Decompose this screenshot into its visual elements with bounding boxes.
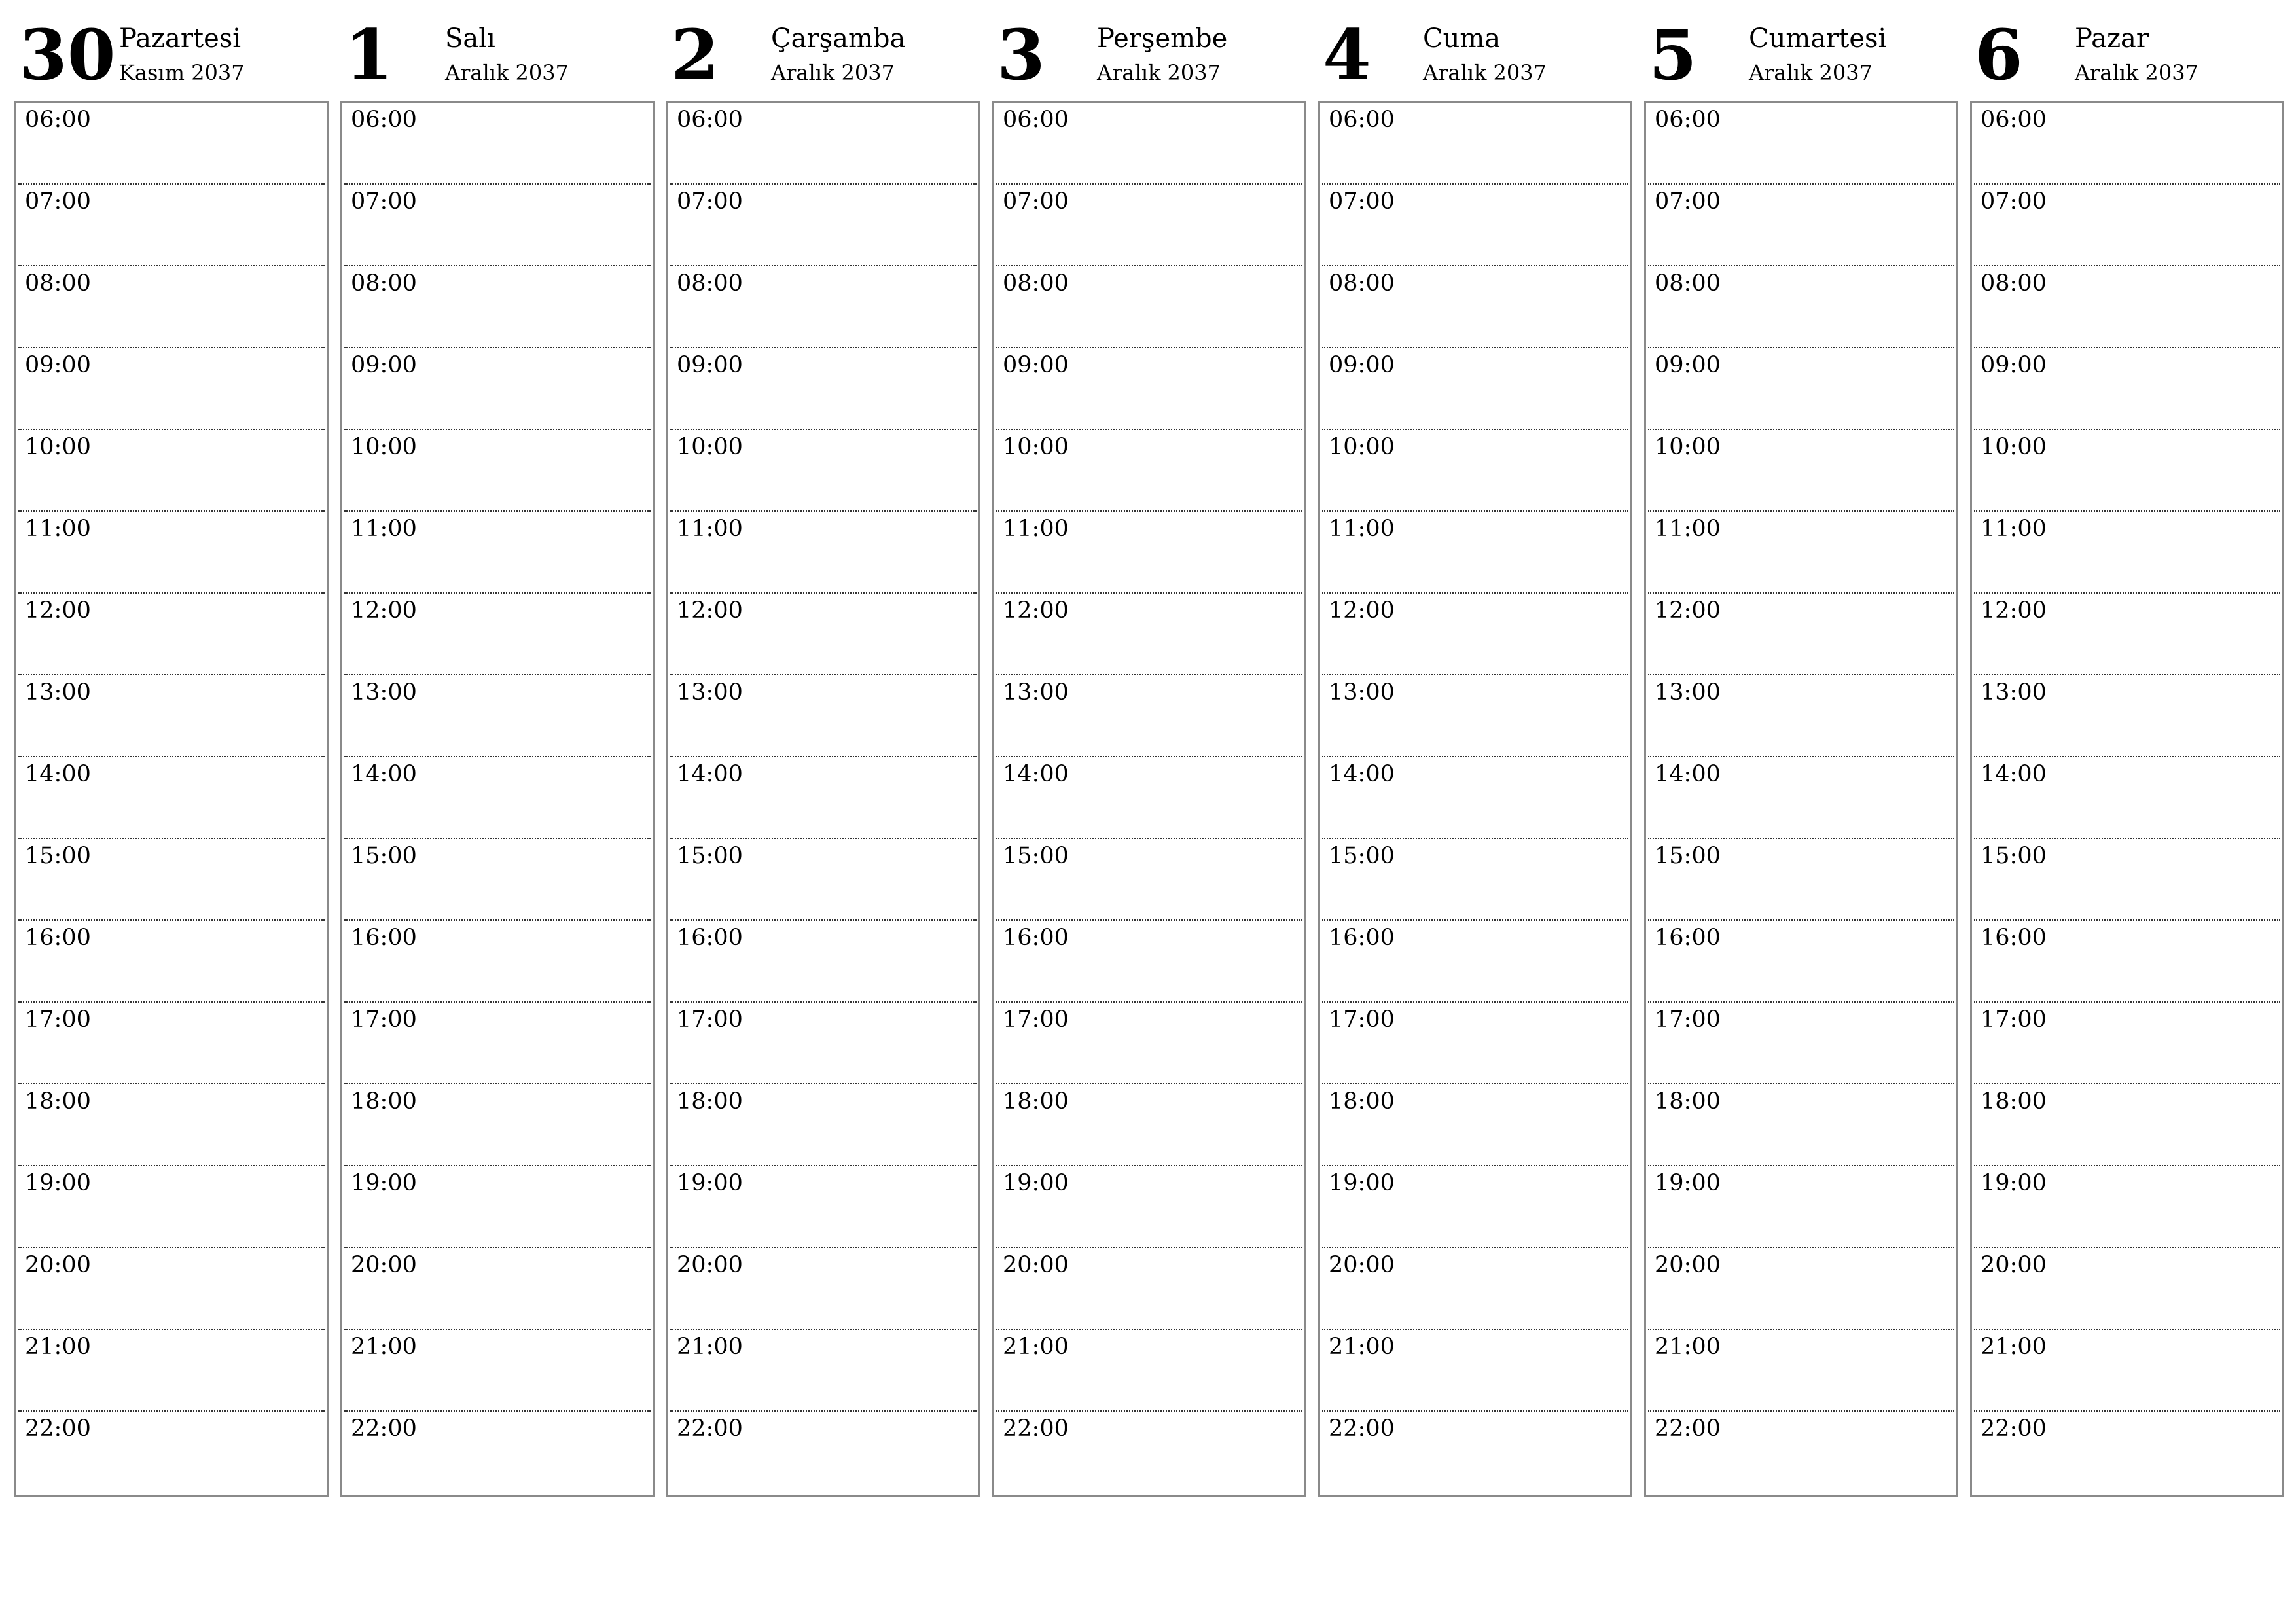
hour-label: 21:00 [25,1334,91,1360]
hour-slot[interactable] [344,1003,651,1084]
hour-slot[interactable] [996,185,1302,266]
hour-label: 18:00 [25,1088,91,1115]
hour-slot[interactable] [1322,430,1628,512]
hour-label: 13:00 [1003,679,1069,705]
hour-label: 09:00 [1655,352,1721,378]
hour-label: 10:00 [25,434,91,460]
hour-label: 22:00 [25,1416,91,1442]
hour-label: 10:00 [1981,434,2047,460]
day-schedule-box [1970,101,2284,1497]
hour-label: 12:00 [351,597,417,624]
hour-slot[interactable] [996,757,1302,839]
hour-label: 13:00 [25,679,91,705]
hour-label: 16:00 [25,925,91,951]
hour-slot[interactable] [996,1330,1302,1412]
hour-slot[interactable] [996,430,1302,512]
hour-slot[interactable] [18,266,325,348]
hour-label: 08:00 [1655,270,1721,296]
hour-slot[interactable] [670,1084,977,1166]
day-header [1318,0,1631,98]
hour-slot[interactable] [996,675,1302,757]
hour-slot[interactable] [996,1412,1302,1493]
month-year: Kasım 2037 [119,60,245,85]
hour-slot[interactable] [1648,1003,1954,1084]
month-year: Aralık 2037 [1423,60,1547,85]
hour-label: 21:00 [351,1334,417,1360]
hour-label: 13:00 [351,679,417,705]
hour-slot[interactable] [1322,348,1628,430]
hour-label: 15:00 [677,843,743,869]
hour-label: 06:00 [677,107,743,133]
hour-slot[interactable] [18,185,325,266]
hour-label: 10:00 [1003,434,1069,460]
hour-slot[interactable] [1648,594,1954,675]
day-number: 5 [1649,14,1697,96]
hour-label: 06:00 [25,107,91,133]
hour-label: 15:00 [25,843,91,869]
hour-slot[interactable] [1974,512,2280,594]
hour-slot[interactable] [344,1248,651,1330]
hour-slot[interactable] [1648,675,1954,757]
hour-label: 17:00 [677,1007,743,1033]
hour-label: 22:00 [351,1416,417,1442]
hour-slot[interactable] [670,1412,977,1493]
hour-label: 17:00 [351,1007,417,1033]
hour-slot[interactable] [670,185,977,266]
hour-label: 08:00 [351,270,417,296]
hour-slot[interactable] [1322,594,1628,675]
hour-label: 17:00 [1003,1007,1069,1033]
hour-slot[interactable] [344,757,651,839]
hour-slot[interactable] [18,1003,325,1084]
hour-slot[interactable] [1974,103,2280,185]
hour-label: 18:00 [1981,1088,2047,1115]
hour-label: 13:00 [1329,679,1395,705]
hour-label: 16:00 [1655,925,1721,951]
hour-label: 09:00 [677,352,743,378]
day-header [666,0,979,98]
hour-label: 12:00 [1655,597,1721,624]
hour-slot[interactable] [344,348,651,430]
hour-slot[interactable] [1974,1248,2280,1330]
hour-label: 19:00 [1329,1170,1395,1196]
hour-label: 21:00 [1981,1334,2047,1360]
hour-slot[interactable] [344,103,651,185]
hour-slot[interactable] [1648,1412,1954,1493]
hour-label: 11:00 [1655,516,1721,542]
hour-label: 06:00 [1655,107,1721,133]
hour-slot[interactable] [1974,594,2280,675]
hour-label: 19:00 [1655,1170,1721,1196]
hour-label: 06:00 [351,107,417,133]
hour-slot[interactable] [344,1330,651,1412]
hour-slot[interactable] [996,1003,1302,1084]
hour-slot[interactable] [1974,839,2280,921]
day-schedule-box [14,101,329,1497]
hour-label: 16:00 [351,925,417,951]
hour-label: 14:00 [1981,761,2047,787]
hour-slot[interactable] [996,348,1302,430]
hour-slot[interactable] [670,512,977,594]
hour-label: 16:00 [677,925,743,951]
hour-slot[interactable] [1974,757,2280,839]
month-year: Aralık 2037 [1097,60,1221,85]
hour-slot[interactable] [344,675,651,757]
hour-label: 06:00 [1981,107,2047,133]
month-year: Aralık 2037 [1749,60,1873,85]
day-name: Çarşamba [771,24,906,54]
hour-slot[interactable] [1974,1003,2280,1084]
hour-slot[interactable] [1974,675,2280,757]
hour-slot[interactable] [1648,1248,1954,1330]
day-number: 1 [345,14,393,96]
hour-slot[interactable] [996,594,1302,675]
hour-slot[interactable] [670,757,977,839]
hour-label: 06:00 [1003,107,1069,133]
hour-slot[interactable] [1322,1003,1628,1084]
hour-label: 22:00 [1655,1416,1721,1442]
hour-slot[interactable] [1648,1330,1954,1412]
hour-label: 11:00 [1981,516,2047,542]
hour-label: 17:00 [1329,1007,1395,1033]
hour-slot[interactable] [996,839,1302,921]
hour-label: 14:00 [677,761,743,787]
hour-slot[interactable] [18,1248,325,1330]
hour-label: 09:00 [1981,352,2047,378]
day-header [1970,0,2283,98]
hour-label: 11:00 [1329,516,1395,542]
hour-label: 11:00 [677,516,743,542]
hour-label: 07:00 [351,188,417,215]
hour-label: 07:00 [677,188,743,215]
hour-label: 09:00 [25,352,91,378]
hour-label: 06:00 [1329,107,1395,133]
hour-label: 19:00 [1981,1170,2047,1196]
hour-label: 10:00 [1655,434,1721,460]
hour-label: 09:00 [1003,352,1069,378]
hour-label: 07:00 [25,188,91,215]
hour-label: 14:00 [1003,761,1069,787]
hour-label: 21:00 [677,1334,743,1360]
hour-label: 14:00 [1329,761,1395,787]
day-schedule-box [1644,101,1958,1497]
hour-slot[interactable] [1648,430,1954,512]
hour-slot[interactable] [1322,675,1628,757]
day-schedule-box [1318,101,1632,1497]
day-column [1644,0,1957,1499]
day-name: Pazar [2075,24,2149,54]
hour-slot[interactable] [1648,757,1954,839]
hour-slot[interactable] [1322,921,1628,1003]
hour-label: 08:00 [1003,270,1069,296]
hour-slot[interactable] [1322,1084,1628,1166]
hour-label: 17:00 [1655,1007,1721,1033]
hour-slot[interactable] [1974,348,2280,430]
hour-slot[interactable] [670,594,977,675]
hour-label: 11:00 [351,516,417,542]
hour-slot[interactable] [996,921,1302,1003]
hour-slot[interactable] [996,1084,1302,1166]
day-schedule-box [340,101,655,1497]
hour-slot[interactable] [1648,839,1954,921]
hour-slot[interactable] [18,1166,325,1248]
hour-label: 20:00 [25,1252,91,1278]
day-header [14,0,327,98]
hour-label: 13:00 [1981,679,2047,705]
hour-label: 12:00 [25,597,91,624]
hour-slot[interactable] [18,1412,325,1493]
hour-label: 08:00 [1981,270,2047,296]
day-name: Pazartesi [119,24,242,54]
hour-label: 14:00 [25,761,91,787]
hour-label: 20:00 [1003,1252,1069,1278]
hour-slot[interactable] [18,1084,325,1166]
hour-label: 07:00 [1981,188,2047,215]
hour-label: 16:00 [1003,925,1069,951]
hour-label: 10:00 [677,434,743,460]
hour-slot[interactable] [344,839,651,921]
hour-slot[interactable] [1648,348,1954,430]
hour-slot[interactable] [1974,185,2280,266]
hour-label: 12:00 [677,597,743,624]
hour-label: 07:00 [1655,188,1721,215]
hour-slot[interactable] [1322,1248,1628,1330]
hour-label: 15:00 [1329,843,1395,869]
hour-label: 18:00 [351,1088,417,1115]
hour-slot[interactable] [1974,266,2280,348]
hour-slot[interactable] [1648,1166,1954,1248]
day-column [1318,0,1631,1499]
hour-slot[interactable] [670,921,977,1003]
hour-label: 09:00 [1329,352,1395,378]
hour-slot[interactable] [344,512,651,594]
hour-label: 19:00 [351,1170,417,1196]
day-number: 4 [1323,14,1371,96]
month-year: Aralık 2037 [445,60,569,85]
hour-label: 18:00 [1003,1088,1069,1115]
hour-slot[interactable] [18,348,325,430]
day-name: Cuma [1423,24,1501,54]
hour-label: 20:00 [351,1252,417,1278]
hour-slot[interactable] [670,1166,977,1248]
hour-label: 13:00 [1655,679,1721,705]
day-number: 6 [1975,14,2023,96]
hour-label: 22:00 [1981,1416,2047,1442]
hour-slot[interactable] [18,594,325,675]
hour-label: 19:00 [677,1170,743,1196]
hour-label: 16:00 [1981,925,2047,951]
hour-label: 10:00 [1329,434,1395,460]
hour-label: 21:00 [1003,1334,1069,1360]
hour-label: 19:00 [1003,1170,1069,1196]
day-header [1644,0,1957,98]
hour-label: 22:00 [1329,1416,1395,1442]
hour-label: 20:00 [1655,1252,1721,1278]
hour-slot[interactable] [1974,921,2280,1003]
hour-slot[interactable] [1974,1412,2280,1493]
month-year: Aralık 2037 [2075,60,2198,85]
hour-slot[interactable] [670,1003,977,1084]
hour-slot[interactable] [1974,430,2280,512]
hour-slot[interactable] [344,430,651,512]
hour-label: 09:00 [351,352,417,378]
hour-slot[interactable] [1648,185,1954,266]
hour-slot[interactable] [670,1330,977,1412]
hour-slot[interactable] [670,675,977,757]
hour-slot[interactable] [1974,1166,2280,1248]
hour-label: 18:00 [1329,1088,1395,1115]
hour-label: 21:00 [1655,1334,1721,1360]
hour-label: 18:00 [677,1088,743,1115]
hour-slot[interactable] [18,430,325,512]
hour-slot[interactable] [1322,512,1628,594]
hour-slot[interactable] [1322,1330,1628,1412]
hour-slot[interactable] [18,757,325,839]
hour-slot[interactable] [344,594,651,675]
hour-label: 13:00 [677,679,743,705]
hour-label: 08:00 [1329,270,1395,296]
hour-slot[interactable] [1322,266,1628,348]
hour-slot[interactable] [996,103,1302,185]
hour-slot[interactable] [670,1248,977,1330]
hour-slot[interactable] [344,1166,651,1248]
day-name: Salı [445,24,495,54]
hour-slot[interactable] [18,839,325,921]
hour-label: 10:00 [351,434,417,460]
weekly-planner [14,0,2292,1499]
hour-slot[interactable] [1648,512,1954,594]
day-number: 3 [997,14,1045,96]
hour-slot[interactable] [670,430,977,512]
hour-slot[interactable] [1648,1084,1954,1166]
hour-label: 15:00 [1003,843,1069,869]
hour-label: 14:00 [1655,761,1721,787]
day-schedule-box [992,101,1306,1497]
hour-label: 15:00 [1981,843,2047,869]
hour-slot[interactable] [670,266,977,348]
hour-label: 18:00 [1655,1088,1721,1115]
day-number: 30 [19,14,116,96]
hour-label: 11:00 [1003,516,1069,542]
month-year: Aralık 2037 [771,60,895,85]
hour-slot[interactable] [344,185,651,266]
hour-slot[interactable] [1648,266,1954,348]
hour-slot[interactable] [344,921,651,1003]
hour-slot[interactable] [1322,185,1628,266]
hour-label: 12:00 [1329,597,1395,624]
hour-slot[interactable] [1322,103,1628,185]
hour-slot[interactable] [996,1166,1302,1248]
hour-slot[interactable] [670,103,977,185]
hour-slot[interactable] [996,266,1302,348]
hour-label: 20:00 [1329,1252,1395,1278]
hour-label: 21:00 [1329,1334,1395,1360]
hour-label: 22:00 [1003,1416,1069,1442]
hour-label: 08:00 [25,270,91,296]
hour-label: 15:00 [1655,843,1721,869]
hour-slot[interactable] [1648,921,1954,1003]
hour-slot[interactable] [1322,839,1628,921]
hour-slot[interactable] [1974,1084,2280,1166]
hour-label: 20:00 [677,1252,743,1278]
day-name: Perşembe [1097,24,1228,54]
day-number: 2 [671,14,719,96]
hour-slot[interactable] [344,1084,651,1166]
hour-label: 19:00 [25,1170,91,1196]
hour-label: 20:00 [1981,1252,2047,1278]
hour-slot[interactable] [996,1248,1302,1330]
hour-slot[interactable] [1648,103,1954,185]
day-column [992,0,1305,1499]
day-column [666,0,979,1499]
hour-slot[interactable] [1974,1330,2280,1412]
hour-label: 17:00 [1981,1007,2047,1033]
hour-label: 16:00 [1329,925,1395,951]
hour-slot[interactable] [18,675,325,757]
hour-slot[interactable] [670,839,977,921]
hour-slot[interactable] [18,103,325,185]
hour-label: 12:00 [1003,597,1069,624]
hour-label: 11:00 [25,516,91,542]
hour-slot[interactable] [1322,1166,1628,1248]
hour-slot[interactable] [670,348,977,430]
day-header [340,0,653,98]
hour-label: 07:00 [1003,188,1069,215]
hour-slot[interactable] [18,512,325,594]
hour-label: 14:00 [351,761,417,787]
hour-slot[interactable] [344,266,651,348]
day-column [340,0,653,1499]
day-column [1970,0,2283,1499]
hour-slot[interactable] [18,921,325,1003]
hour-label: 17:00 [25,1007,91,1033]
hour-label: 08:00 [677,270,743,296]
day-schedule-box [666,101,980,1497]
hour-label: 12:00 [1981,597,2047,624]
day-header [992,0,1305,98]
hour-label: 15:00 [351,843,417,869]
hour-slot[interactable] [18,1330,325,1412]
day-column [14,0,327,1499]
hour-slot[interactable] [1322,1412,1628,1493]
hour-label: 07:00 [1329,188,1395,215]
hour-label: 22:00 [677,1416,743,1442]
hour-slot[interactable] [996,512,1302,594]
hour-slot[interactable] [344,1412,651,1493]
day-name: Cumartesi [1749,24,1887,54]
hour-slot[interactable] [1322,757,1628,839]
